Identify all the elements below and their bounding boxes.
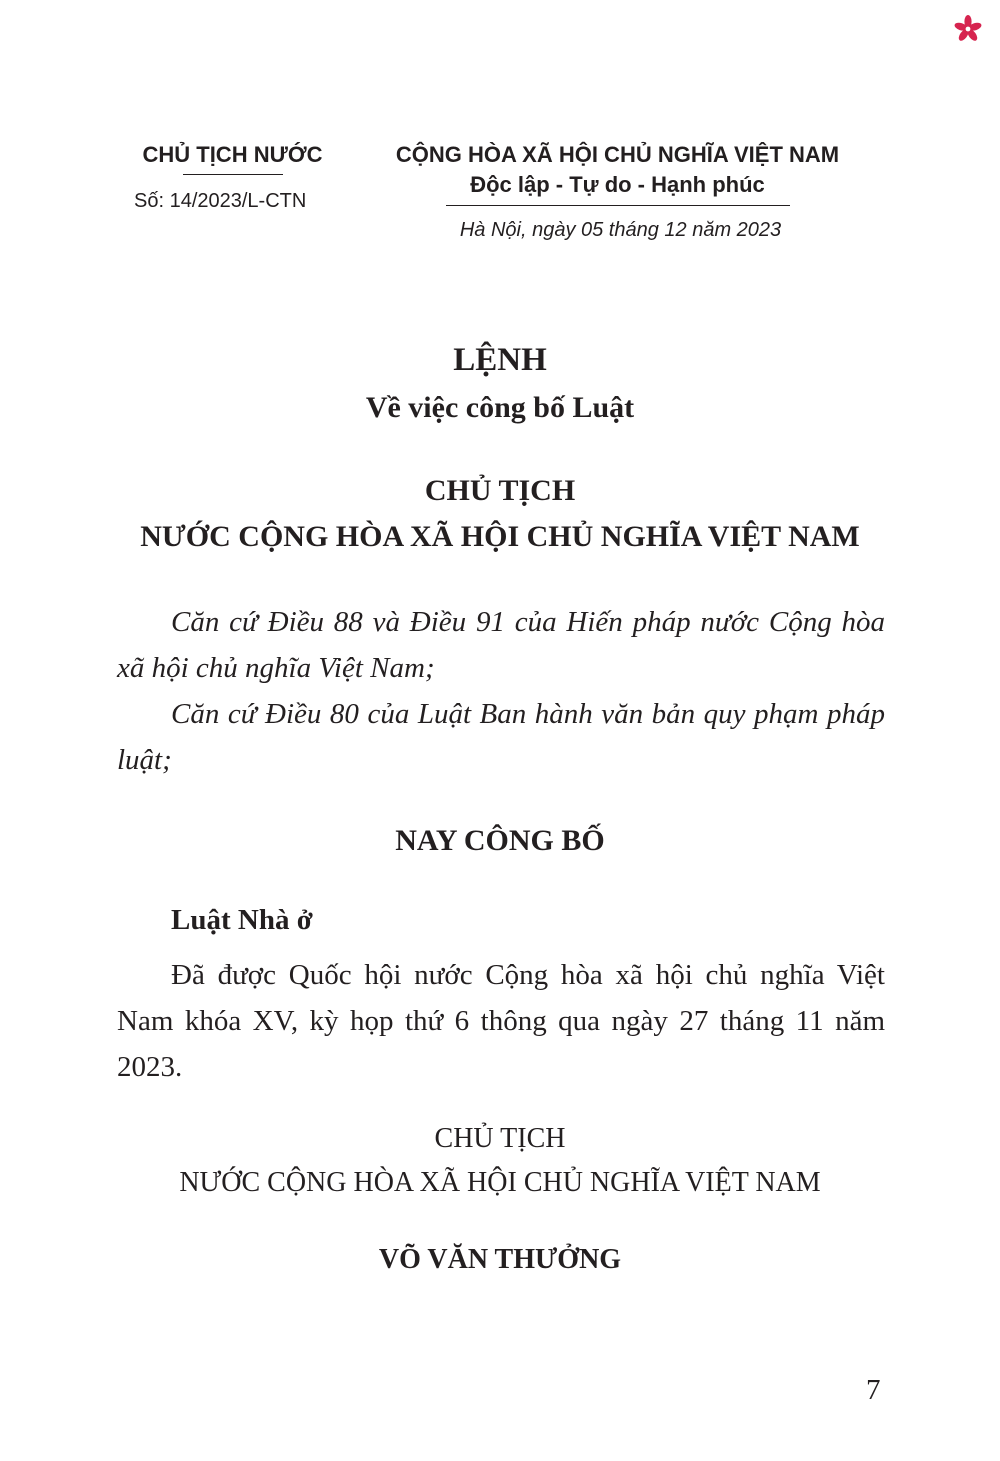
promulgation-heading: NAY CÔNG BỐ (395, 824, 605, 857)
document-title: LỆNH (453, 342, 547, 378)
document-number: Số: 14/2023/L-CTN (134, 190, 307, 212)
signer-name: VÕ VĂN THƯỞNG (378, 1244, 622, 1275)
publisher-logo-icon (953, 14, 983, 44)
national-heading-block (355, 140, 880, 244)
legal-basis-law: Căn cứ Điều 80 của Luật Ban hành văn bản quy phạm pháp luật; (117, 698, 885, 776)
law-name: Luật Nhà ở (171, 904, 313, 936)
legal-basis-constitution: Căn cứ Điều 88 và Điều 91 của Hiến pháp nước Cộng hòa xã hội chủ nghĩa Việt Nam; (117, 606, 885, 684)
issuing-agency: CHỦ TỊCH NƯỚC (142, 142, 323, 167)
place-date: Hà Nội, ngày 05 tháng 12 năm 2023 (459, 219, 782, 241)
national-motto: Độc lập - Tự do - Hạnh phúc (470, 172, 765, 197)
national-title: CỘNG HÒA XÃ HỘI CHỦ NGHĨA VIỆT NAM (395, 142, 840, 167)
authority-country: NƯỚC CỘNG HÒA XÃ HỘI CHỦ NGHĨA VIỆT NAM (140, 520, 860, 553)
issuing-authority-block (120, 140, 345, 215)
motto-underline (446, 205, 790, 206)
document-subtitle: Về việc công bố Luật (365, 391, 635, 424)
signature-title: CHỦ TỊCH (434, 1123, 566, 1154)
passage-statement: Đã được Quốc hội nước Cộng hòa xã hội chủ nghĩa Việt Nam khóa XV, kỳ họp thứ 6 thông qua ngày 27 tháng 11 năm 2023. (117, 959, 885, 1083)
authority-title: CHỦ TỊCH (424, 474, 576, 507)
page-number: 7 (866, 1374, 881, 1406)
signature-country: NƯỚC CỘNG HÒA XÃ HỘI CHỦ NGHĨA VIỆT NAM (179, 1167, 821, 1198)
agency-underline (183, 174, 283, 175)
